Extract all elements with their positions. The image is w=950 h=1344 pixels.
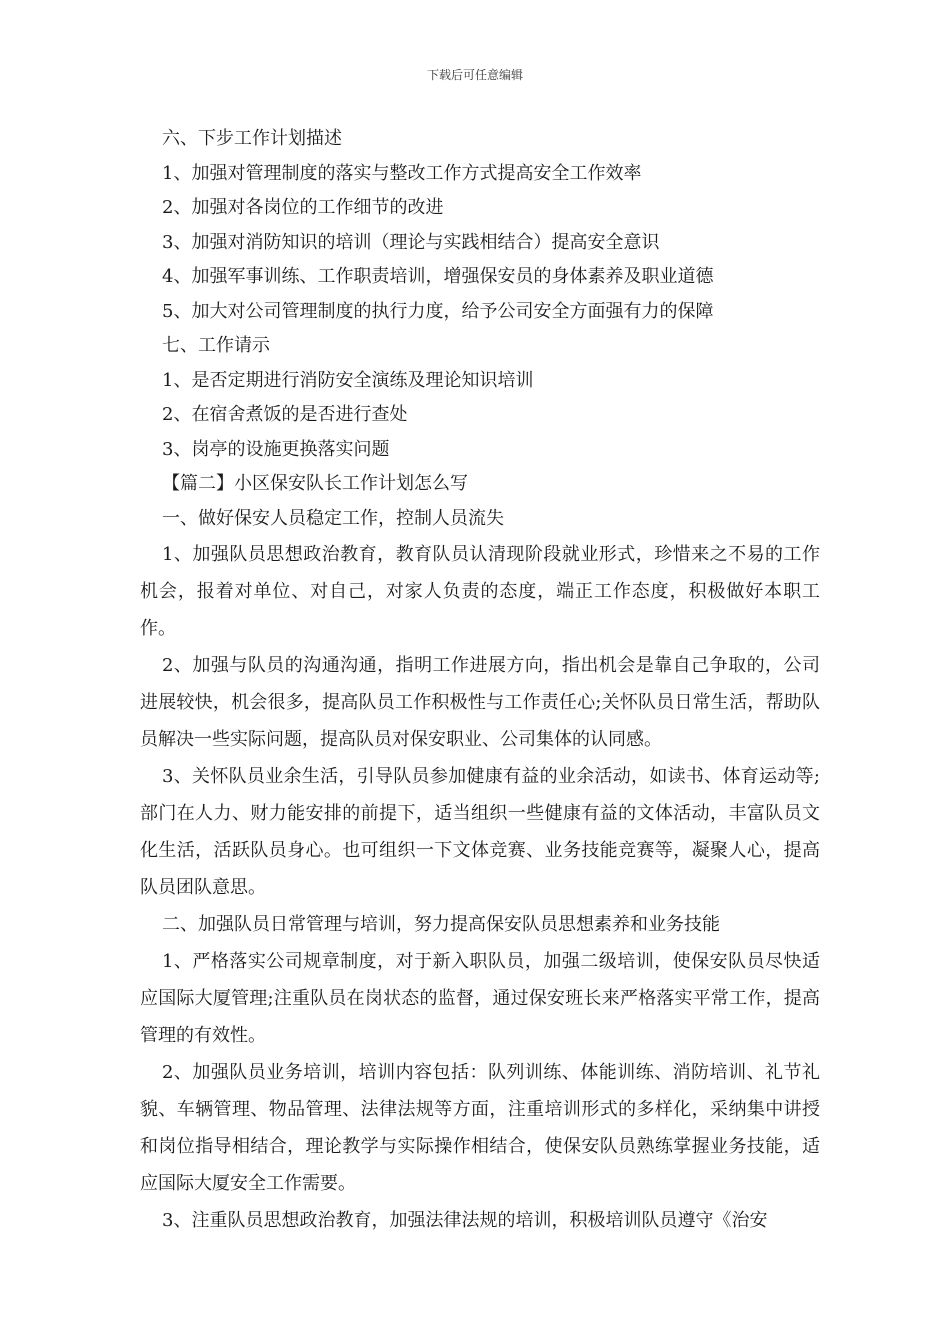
article-title: 【篇二】小区保安队长工作计划怎么写	[162, 473, 468, 494]
paragraph: 1、加强队员思想政治教育，教育队员认清现阶段就业形式，珍惜来之不易的工作机会，报着对单位、对自己，对家人负责的态度，端正工作态度，积极做好本职工作。	[140, 544, 820, 639]
page-header-note: 下载后可任意编辑	[426, 68, 523, 82]
paragraph: 2、加强队员业务培训，培训内容包括：队列训练、体能训练、消防培训、礼节礼貌、车辆管理、物品管理、法律法规等方面，注重培训形式的多样化，采纳集中讲授和岗位指导相结合，理论教学与实际操作相结合，使保安队员熟练掌握业务技能，适应国际大厦安全工作需要。	[140, 1062, 820, 1194]
paragraph: 3、关怀队员业余生活，引导队员参加健康有益的业余活动，如读书、体育运动等;部门在人力、财力能安排的前提下，适当组织一些健康有益的文体活动，丰富队员文化生活，活跃队员身心。也可组织一下文体竞赛、业务技能竞赛等，凝聚人心，提高队员团队意思。	[140, 766, 820, 898]
list-item: 3、加强对消防知识的培训（理论与实践相结合）提高安全意识	[162, 231, 660, 253]
list-item: 4、加强军事训练、工作职责培训，增强保安员的身体素养及职业道德	[162, 266, 714, 287]
paragraph: 3、注重队员思想政治教育，加强法律法规的培训，积极培训队员遵守《治安	[162, 1210, 768, 1231]
list-item: 1、是否定期进行消防安全演练及理论知识培训	[162, 369, 534, 391]
list-item: 2、加强对各岗位的工作细节的改进	[162, 197, 444, 218]
list-item: 3、岗亭的设施更换落实问题	[162, 438, 390, 460]
section-heading-2: 二、加强队员日常管理与培训，努力提高保安队员思想素养和业务技能	[162, 914, 720, 935]
list-item: 5、加大对公司管理制度的执行力度，给予公司安全方面强有力的保障	[162, 300, 714, 322]
document-body	[140, 122, 820, 1239]
section-heading-7: 七、工作请示	[162, 335, 270, 356]
section-heading-6: 六、下步工作计划描述	[162, 128, 342, 149]
paragraph: 2、加强与队员的沟通沟通，指明工作进展方向，指出机会是靠自己争取的，公司进展较快，机会很多，提高队员工作积极性与工作责任心;关怀队员日常生活，帮助队员解决一些实际问题，提高队员对保安职业、公司集体的认同感。	[140, 655, 820, 750]
paragraph: 1、严格落实公司规章制度，对于新入职队员，加强二级培训，使保安队员尽快适应国际大厦管理;注重队员在岗状态的监督，通过保安班长来严格落实平常工作，提高管理的有效性。	[140, 951, 820, 1046]
section-heading-1: 一、做好保安人员稳定工作，控制人员流失	[162, 507, 504, 529]
list-item: 2、在宿舍煮饭的是否进行查处	[162, 404, 408, 425]
list-item: 1、加强对管理制度的落实与整改工作方式提高安全工作效率	[162, 162, 642, 184]
